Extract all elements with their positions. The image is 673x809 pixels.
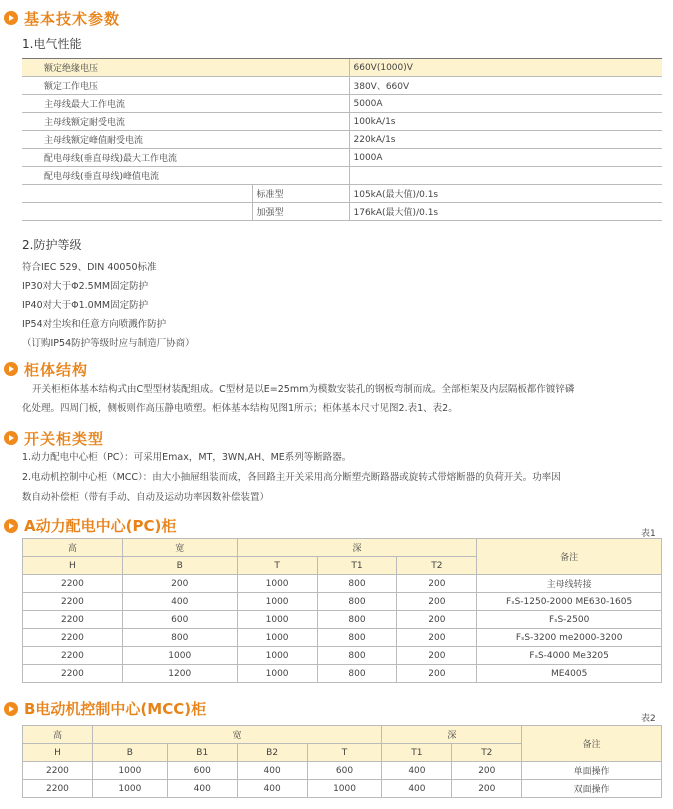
table-cell: 400 (237, 780, 307, 798)
table-cell: 单面操作 (522, 762, 662, 780)
spec-label: 额定工作电压 (22, 77, 349, 95)
subheader-cell: B1 (167, 744, 237, 762)
spec-value: 660V(1000)V (349, 59, 662, 77)
table-cell: 2200 (23, 665, 123, 683)
table-cell: 600 (167, 762, 237, 780)
header-wide: 宽 (122, 539, 237, 557)
table-cell: 800 (317, 647, 397, 665)
header-deep: 深 (237, 539, 477, 557)
table-cell: 2200 (23, 575, 123, 593)
subheader-cell: T2 (397, 557, 477, 575)
arrow-bullet-icon (4, 11, 18, 25)
table-row (23, 629, 662, 647)
table-cell: 600 (307, 762, 382, 780)
spec-value: 1000A (349, 149, 662, 167)
subheading-protection: 2.防护等级 (22, 238, 82, 252)
spec-label: 配电母线(垂直母线)最大工作电流 (22, 149, 349, 167)
protection-list (22, 258, 195, 353)
table-cell: 1000 (237, 629, 317, 647)
table-cell: 400 (382, 780, 452, 798)
header-remark: 备注 (522, 726, 662, 762)
spec-label: 主母线额定峰值耐受电流 (22, 131, 349, 149)
subheader-cell: T2 (452, 744, 522, 762)
table-cell: 1000 (92, 762, 167, 780)
spec-row (22, 131, 662, 149)
table-cell: 200 (397, 611, 477, 629)
table-cell: ME4005 (477, 665, 662, 683)
header-high: 高 (23, 726, 93, 744)
table-cell: 1200 (122, 665, 237, 683)
electrical-spec-table (22, 58, 662, 221)
spec-row (22, 167, 662, 185)
spec-peak-row (22, 203, 662, 221)
table-cell: 双面操作 (522, 780, 662, 798)
table-a-heading: A动力配电中心(PC)柜 (4, 515, 176, 536)
spec-label: 主母线额定耐受电流 (22, 113, 349, 131)
header-deep: 深 (382, 726, 522, 744)
protection-line: IP40对大于Φ1.0MM固定防护 (22, 300, 149, 311)
structure-text-1: 开关柜柜体基本结构式由C型型材装配组成。C型材是以E=25mm为模数安装孔的钢板弯制而成。全部柜架及内层隔板都作镀锌磷 (32, 384, 575, 395)
arrow-bullet-icon (4, 362, 18, 376)
table-cell: 2200 (23, 629, 123, 647)
pc-cabinet-table (22, 538, 662, 683)
peak-type: 加强型 (252, 203, 349, 221)
subheader-cell: B (92, 744, 167, 762)
types-line-1: 1.动力配电中心柜（PC）：可采用Emax，MT，3WN,AH、ME系列等断路器。 (22, 452, 352, 463)
header-remark: 备注 (477, 539, 662, 575)
section-heading-structure: 柜体结构 (4, 359, 88, 379)
table-cell: 200 (452, 780, 522, 798)
table-cell: 2200 (23, 762, 93, 780)
table-cell: 800 (317, 575, 397, 593)
table-row (23, 762, 662, 780)
table-cell: 1000 (307, 780, 382, 798)
table-cell: 1000 (92, 780, 167, 798)
mcc-cabinet-table (22, 725, 662, 798)
table-cell: FₛS-1250-2000 ME630-1605 (477, 593, 662, 611)
spec-empty (22, 203, 252, 221)
table-cell: 200 (122, 575, 237, 593)
spec-row (22, 113, 662, 131)
structure-text-2: 化处理。四周门板，侧板则作高压静电喷塑。柜体基本结构见图1所示；柜体基本尺寸见图2.表1、表2。 (22, 403, 458, 414)
table-cell: 2200 (23, 780, 93, 798)
spec-empty (22, 185, 252, 203)
table-cell: 800 (317, 629, 397, 647)
subheader-cell: H (23, 744, 93, 762)
table-cell: 200 (397, 665, 477, 683)
spec-value: 100kA/1s (349, 113, 662, 131)
table-b-note: 表2 (641, 714, 656, 724)
table-row (23, 611, 662, 629)
header-wide: 宽 (92, 726, 382, 744)
table-cell: 2200 (23, 611, 123, 629)
table-cell: 1000 (122, 647, 237, 665)
arrow-bullet-icon (4, 702, 18, 716)
header-high: 高 (23, 539, 123, 557)
table-cell: 2200 (23, 593, 123, 611)
table-row (23, 780, 662, 798)
table-cell: 200 (397, 647, 477, 665)
arrow-bullet-icon (4, 519, 18, 533)
table-cell: 400 (122, 593, 237, 611)
table-cell: 1000 (237, 665, 317, 683)
table-cell: 400 (382, 762, 452, 780)
section-heading-basic-params: 基本技术参数 (4, 8, 120, 28)
types-line-3: 数自动补偿柜（带有手动、自动及运动功率因数补偿装置） (22, 492, 270, 503)
subheader-cell: T (307, 744, 382, 762)
spec-value: 220kA/1s (349, 131, 662, 149)
table-cell: 800 (317, 611, 397, 629)
table-cell: 主母线转接 (477, 575, 662, 593)
table-cell: 2200 (23, 647, 123, 665)
peak-value: 176kA(最大值)/0.1s (349, 203, 662, 221)
table-cell: 600 (122, 611, 237, 629)
subheader-cell: B2 (237, 744, 307, 762)
table-row (23, 593, 662, 611)
table-cell: 800 (122, 629, 237, 647)
spec-value: 5000A (349, 95, 662, 113)
protection-line: （订购IP54防护等级时应与制造厂协商） (22, 338, 195, 349)
protection-line: IP30对大于Φ2.5MM固定防护 (22, 281, 149, 292)
subheader-cell: B (122, 557, 237, 575)
table-cell: FₛS-4000 Me3205 (477, 647, 662, 665)
spec-row (22, 95, 662, 113)
table-cell: 1000 (237, 575, 317, 593)
table-cell: 1000 (237, 611, 317, 629)
types-line-2: 2.电动机控制中心柜（MCC）：由大小抽屉组装而成，各回路主开关采用高分断塑壳断路器或旋转式带熔断器的负荷开关。功率因 (22, 472, 561, 483)
table-cell: 400 (167, 780, 237, 798)
table-cell: 200 (452, 762, 522, 780)
subheader-cell: T (237, 557, 317, 575)
table-row (23, 665, 662, 683)
peak-value: 105kA(最大值)/0.1s (349, 185, 662, 203)
spec-value: 380V、660V (349, 77, 662, 95)
table-cell: FₛS-2500 (477, 611, 662, 629)
table-b-heading: B电动机控制中心(MCC)柜 (4, 698, 206, 719)
arrow-bullet-icon (4, 431, 18, 445)
spec-row (22, 149, 662, 167)
subheader-cell: T1 (317, 557, 397, 575)
protection-line: 符合IEC 529、DIN 40050标准 (22, 262, 157, 273)
table-a-note: 表1 (641, 529, 656, 539)
spec-label: 额定绝缘电压 (22, 59, 349, 77)
spec-peak-row (22, 185, 662, 203)
spec-value (349, 167, 662, 185)
table-row (23, 575, 662, 593)
table-cell: 800 (317, 665, 397, 683)
table-cell: 200 (397, 629, 477, 647)
table-row (23, 647, 662, 665)
table-cell: FₛS-3200 me2000-3200 (477, 629, 662, 647)
table-cell: 800 (317, 593, 397, 611)
table-cell: 200 (397, 575, 477, 593)
spec-row (22, 77, 662, 95)
section-heading-types: 开关柜类型 (4, 428, 104, 448)
table-cell: 1000 (237, 593, 317, 611)
spec-row (22, 59, 662, 77)
subheader-cell: H (23, 557, 123, 575)
subheader-cell: T1 (382, 744, 452, 762)
peak-type: 标准型 (252, 185, 349, 203)
spec-label: 配电母线(垂直母线)峰值电流 (22, 167, 349, 185)
table-cell: 1000 (237, 647, 317, 665)
table-cell: 400 (237, 762, 307, 780)
table-cell: 200 (397, 593, 477, 611)
subheading-electrical: 1.电气性能 (22, 37, 82, 51)
protection-line: IP54对尘埃和任意方向喷溅作防护 (22, 319, 167, 330)
spec-label: 主母线最大工作电流 (22, 95, 349, 113)
